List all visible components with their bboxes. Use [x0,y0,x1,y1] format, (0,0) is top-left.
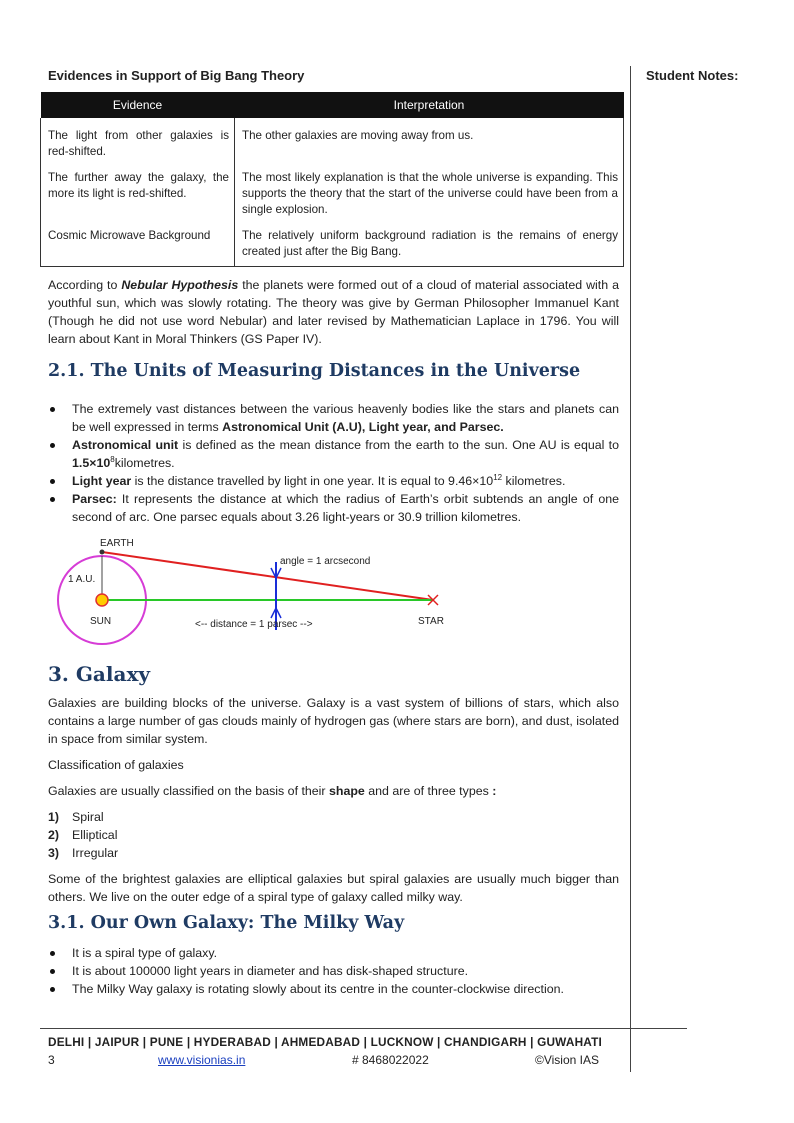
table-header-interpretation: Interpretation [235,92,624,118]
section-heading-milky-way: 3.1. Our Own Galaxy: The Milky Way [48,913,405,933]
table-cell: The light from other galaxies is red-shifted. [41,118,235,166]
section-heading-galaxy: 3. Galaxy [48,662,150,686]
parsec-diagram [50,532,460,652]
nebular-hypothesis-term: Nebular Hypothesis [121,278,239,292]
milky-way-bullet-list [48,944,619,998]
table-cell: Cosmic Microwave Background [41,224,235,267]
evidence-table [40,92,624,267]
page-number: 3 [48,1053,55,1067]
list-item: Light year is the distance travelled by light in one year. It is equal to $9.46\times 10^{12}$ kilometres. [48,472,619,490]
website-link[interactable]: www.visionias.in [158,1053,246,1067]
table-cell: The most likely explanation is that the whole universe is expanding. This supports the theory that the start of the universe could have been from a single explosion. [235,166,624,224]
phone-number: # 8468022022 [352,1053,429,1067]
table-row [41,118,624,166]
au-label: 1 A.U. [68,574,96,585]
galaxy-paragraph: Galaxies are building blocks of the universe. Galaxy is a vast system of billions of stars, which also contains a large number of gas clouds mainly of hydrogen gas (where stars are born), and dust, isolated in space from similar system. [48,696,619,746]
classification-basis-paragraph: Galaxies are usually classified on the basis of their shape and are of three types : [48,784,497,798]
list-item: The Milky Way galaxy is rotating slowly about its centre in the counter-clockwise direction. [48,980,619,998]
earth-star-line [102,552,433,600]
angle-label: angle = 1 arcsecond [280,556,371,567]
units-bullet-list [48,400,619,526]
sun-icon [96,594,108,606]
table-cell: The further away the galaxy, the more its light is red-shifted. [41,166,235,224]
table-row [41,224,624,267]
sun-label: SUN [90,616,112,627]
table-row [41,166,624,224]
classification-paragraph: Classification of galaxies [48,758,184,772]
table-cell: The relatively uniform background radiation is the remains of energy created just after the Big Bang. [235,224,624,267]
star-label: STAR [418,616,444,627]
table-title: Evidences in Support of Big Bang Theory [48,68,305,83]
galaxy-types-list [48,808,118,862]
distance-label: <-- distance = 1 parsec --> [195,619,313,630]
list-item: It is a spiral type of galaxy. [48,944,619,962]
footer-cities: DELHI | JAIPUR | PUNE | HYDERABAD | AHMEDABAD | LUCKNOW | CHANDIGARH | GUWAHATI [48,1035,603,1049]
list-item: 2) Elliptical [48,828,118,842]
list-item: 1) Spiral [48,810,104,824]
list-item: Astronomical unit is defined as the mean distance from the earth to the sun. One AU is equal to $1.5\times 10^8kilometres$. [48,436,619,472]
nebular-hypothesis-paragraph: According to Nebular Hypothesis the planets were formed out of a cloud of material associated with a youthful sun, which was slowly rotating. The theory was give by German Philosopher Immanuel Kant (Though he did not use word Nebular) and later revised by Mathematician Laplace in 1796. You will learn about Kant in Moral Thinkers (GS Paper IV). [48,278,619,346]
earth-icon [100,550,105,555]
student-notes-label: Student Notes: [646,68,739,83]
list-item: It is about 100000 light years in diameter and has disk-shaped structure. [48,962,619,980]
list-item: Parsec: It represents the distance at which the radius of Earth’s orbit subtends an angle of one second of arc. One parsec equals about 3.26 light-years or 30.9 trillion kilometres. [48,490,619,526]
list-item: The extremely vast distances between the various heavenly bodies like the stars and planets can be well expressed in terms Astronomical Unit (A.U), Light year, and Parsec. [48,400,619,436]
table-cell: The other galaxies are moving away from us. [235,118,624,166]
elliptical-paragraph: Some of the brightest galaxies are elliptical galaxies but spiral galaxies are usually much bigger than others. We live on the outer edge of a spiral type of galaxy called milky way. [48,872,619,904]
table-header-evidence: Evidence [41,92,235,118]
copyright: ©Vision IAS [535,1053,599,1067]
notes-divider [630,66,631,1072]
section-heading-units: 2.1. The Units of Measuring Distances in the Universe [48,361,581,381]
list-item: 3) Irregular [48,846,119,860]
earth-label: EARTH [100,538,134,549]
table-header-row [41,92,624,118]
footer-divider [40,1028,687,1029]
